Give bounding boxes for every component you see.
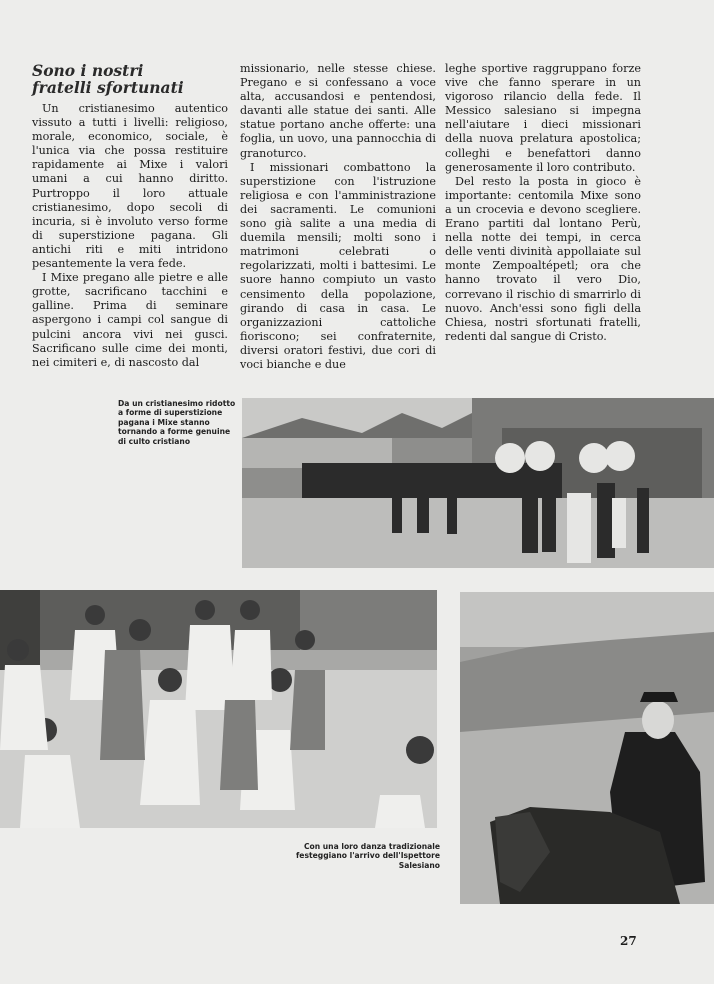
article-title-line-1: Sono i nostri [32,61,144,80]
dance-photo-caption: Con una loro danza tradizionale festeggiano l'arrivo dell'Ispettore Salesiano [296,842,440,870]
article-title-line-2: fratelli sfortunati [32,78,184,97]
paragraph: Del resto la posta in gioco è importante: centomila Mixe sono a un crocevia e devono scegliere. Erano partiti dal lontano Perù, nella notte dei tempi, in cerca delle venti divinità appollaiate sul monte Zempoaltépetl; ora che hanno trovato il vero Dio, correvano il rischio di smarrirlo di nuovo. Anch'essi sono figli della Chiesa, nostri sfortunati fratelli, redenti dal sangue di Cristo. [445,174,641,343]
paragraph: I missionari combattono la superstizione con l'istruzione religiosa e con l'amministrazione dei sacramenti. Le comunioni sono già salite a una media di duemila mensili; molti sono i matrimoni celebrati o regolarizzati, molti i battesimi. Le suore hanno compiuto un vasto censimento della popolazione, girando di casa in casa. Le organizzazioni cattoliche fioriscono; sei confraternite, diversi oratori festivi, due cori di voci bianche e due [240,160,436,371]
text-column-1 [32,62,228,370]
paragraph: I Mixe pregano alle pietre e alle grotte, sacrificano tacchini e galline. Prima di seminare aspergono i campi col sangue di pulcini ancora vivi nei gusci. Sacrificano sulle cime dei monti, nei cimiteri e, di nascosto dal [32,271,228,369]
dance-photo [0,590,437,828]
paragraph: Un cristianesimo autentico vissuto a tutti i livelli: religioso, morale, economico, sociale, è l'unica via che possa restituire rapidamente ai Mixe i valori umani a cui hanno diritto. Purtroppo il loro attuale cristianesimo, dopo secoli di incuria, si è involuto verso forme di superstizione pagana. Gli antichi riti e miti intridono pesantemente la vera fede. [32,102,228,271]
rider-photo [460,592,714,904]
procession-photo [242,398,714,568]
article-title [32,62,228,96]
paragraph: leghe sportive raggruppano forze vive che fanno sperare in un vigoroso rilancio della fede. Il Messico salesiano si impegna nell'aiutare i dieci missionari della nuova prelatura apostolica; colleghi e benefattori danno generosamente il loro contributo. [445,62,641,174]
paragraph: missionario, nelle stesse chiese. Pregano e si confessano a voce alta, accusandosi e pentendosi, davanti alle statue dei santi. Alle statue portano anche offerte: una foglia, un uovo, una pannocchia di granoturco. [240,62,436,160]
page-number: 27 [620,934,637,948]
text-column-3 [445,62,641,344]
procession-photo-caption: Da un cristianesimo ridotto a forme di superstizione pagana i Mixe stanno tornando a forme genuine di culto cristiano [118,399,236,446]
text-column-2 [240,62,436,372]
